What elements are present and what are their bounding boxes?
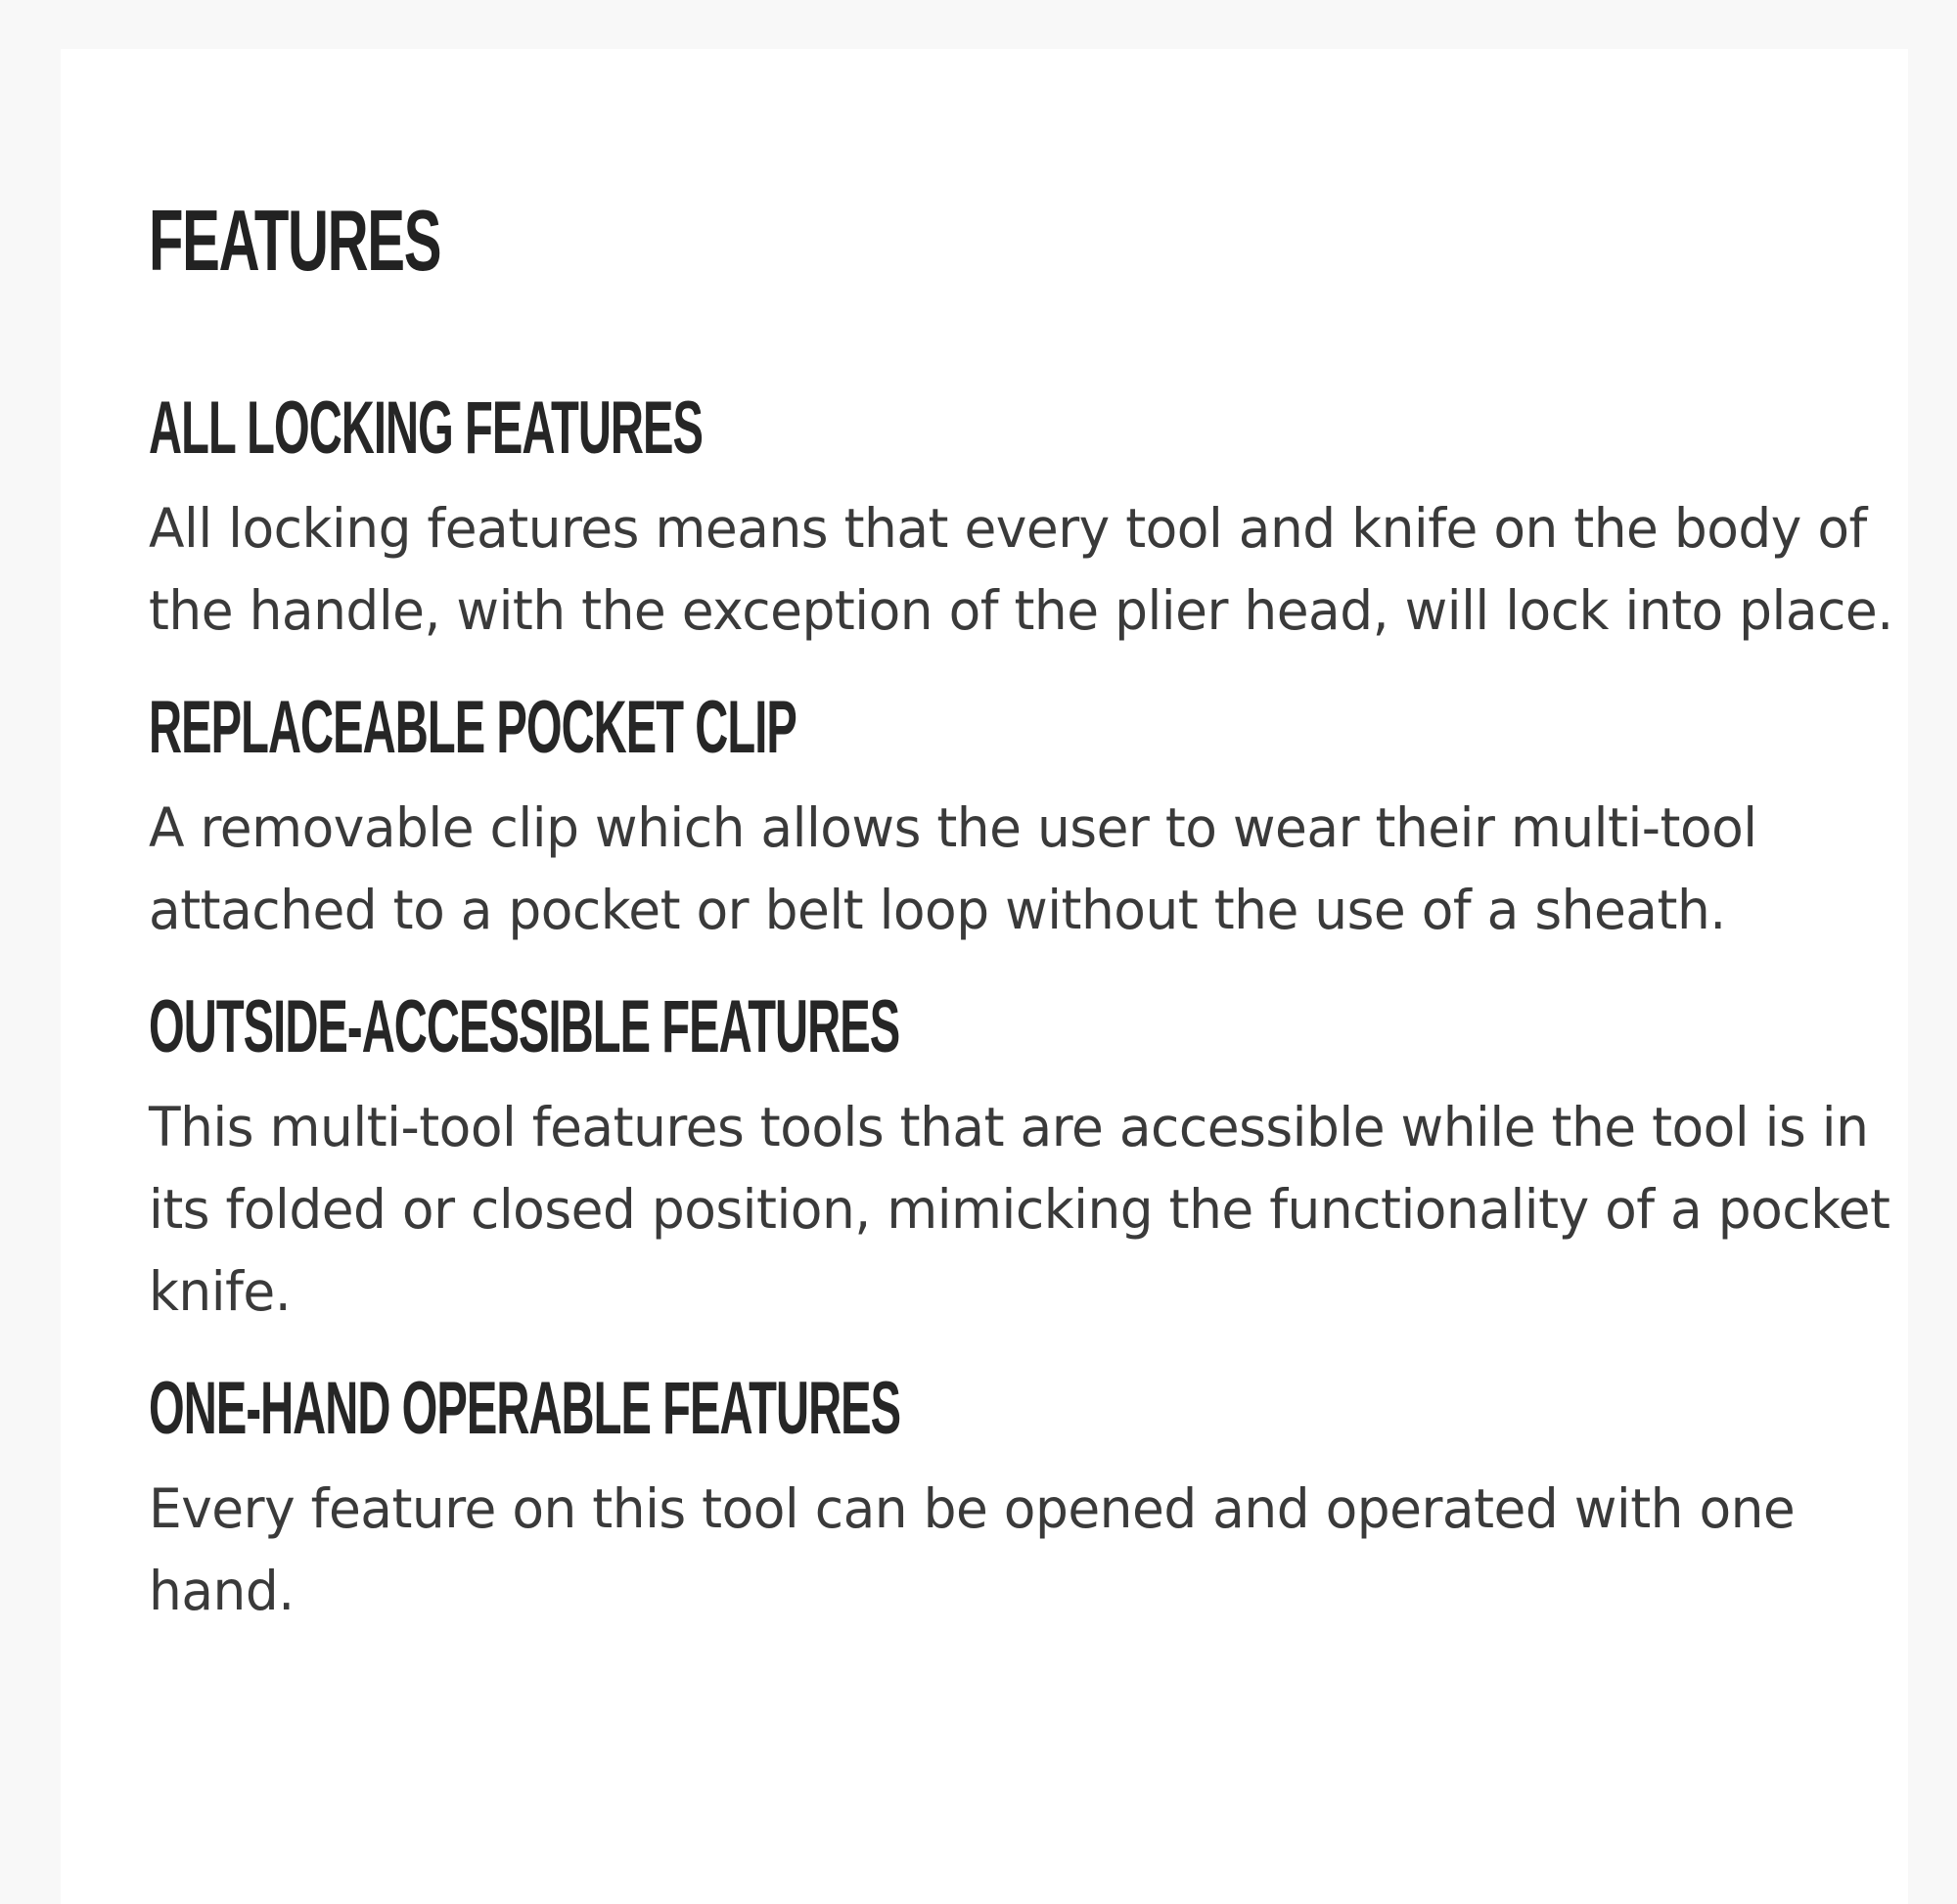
feature-item-all-locking bbox=[149, 386, 1900, 652]
feature-item-outside-accessible bbox=[149, 985, 1900, 1333]
feature-description: A removable clip which allows the user to wear their multi-tool attached to a pocket or belt loop without the use of a sheath. bbox=[149, 796, 1757, 941]
feature-description: Every feature on this tool can be opened and operated with one hand. bbox=[149, 1477, 1796, 1622]
feature-title: OUTSIDE-ACCESSIBLE FEATURES bbox=[149, 985, 900, 1068]
feature-item-pocket-clip bbox=[149, 686, 1900, 951]
feature-title: REPLACEABLE POCKET CLIP bbox=[149, 686, 796, 769]
feature-title: ALL LOCKING FEATURES bbox=[149, 386, 704, 470]
feature-item-one-hand bbox=[149, 1367, 1900, 1632]
feature-description: All locking features means that every tool and knife on the body of the handle, with the exception of the plier head, will lock into place. bbox=[149, 497, 1893, 642]
feature-description: This multi-tool features tools that are accessible while the tool is in its folded or closed position, mimicking the functionality of a pocket knife. bbox=[149, 1096, 1890, 1323]
features-panel bbox=[61, 49, 1908, 1904]
feature-list bbox=[149, 386, 1900, 1632]
section-title: FEATURES bbox=[149, 192, 441, 289]
feature-title: ONE-HAND OPERABLE FEATURES bbox=[149, 1367, 901, 1450]
